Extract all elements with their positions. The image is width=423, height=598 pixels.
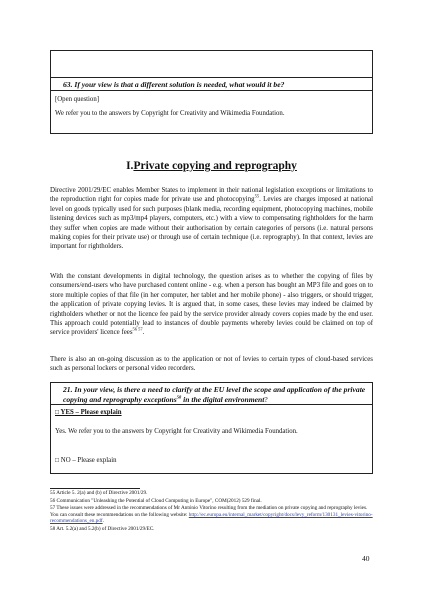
footnote-ref-55[interactable]: 55 bbox=[254, 194, 260, 200]
yes-checkbox-label[interactable]: □ YES – Please explain bbox=[55, 409, 122, 416]
paragraph-2 bbox=[50, 272, 373, 338]
q63-question-box bbox=[50, 77, 373, 91]
paragraph-3 bbox=[50, 355, 373, 374]
footnote-58: 58 Art. 5.2(a) and 5.2(b) of Directive 2001/29/EC. bbox=[50, 525, 155, 532]
paragraph-1-text-a: Directive 2001/29/EC enables Member States to implement in their national legislation exceptions or limitations to the reproduction right for copies made for private use and photocopying bbox=[50, 187, 373, 204]
footnotes bbox=[50, 490, 373, 533]
section-title: Private copying and reprography bbox=[133, 160, 297, 172]
footnote-57-link[interactable]: http://ec.europa.eu/internal_market/copyright/docs/levy_reform/130131_levies-vitorino-recommendations_en.pdf bbox=[50, 511, 373, 525]
q63-answer-box[interactable] bbox=[50, 90, 373, 134]
q21-question-b: in the digital environment bbox=[181, 395, 265, 404]
no-checkbox-label[interactable]: □ NO – Please explain bbox=[55, 457, 117, 464]
footnote-ref-58[interactable]: 58 bbox=[176, 394, 182, 400]
q63-empty-area bbox=[50, 50, 373, 78]
footnote-separator bbox=[50, 488, 140, 489]
footnote-ref-56-57[interactable]: 56 57 bbox=[132, 327, 143, 333]
q21-question-end: ? bbox=[264, 395, 268, 404]
footnote-57-end: . bbox=[102, 518, 104, 525]
paragraph-3-text: There is also an on-going discussion as to the application or not of levies to certain types of cloud-based services such as personal lockers or personal video recorders. bbox=[50, 356, 373, 373]
section-heading bbox=[0, 160, 423, 172]
q63-tag: [Open question] bbox=[55, 96, 99, 103]
q21-answer: Yes. We refer you to the answers by Copyright for Creativity and Wikimedia Foundation. bbox=[55, 428, 298, 435]
footnote-57 bbox=[50, 505, 373, 525]
section-number: I. bbox=[126, 160, 134, 172]
paragraph-2-text-a: With the constant developments in digital technology, the question arises as to whether the copying of files by consumers/end-users who have purchased content online - e.g. when a person has bought an MP3 file and goes on to store multiple copies of that file (in her computer, her tablet and her mobile phone) - also triggers, or should trigger, the application of private copying levies. It is argued that, in some cases, these levies may indeed be claimed by rightholders whether or not the licence fee paid by the service provider already covers copies made by the end user. This approach could potentially lead to instances of double payments whereby levies could be claimed on top of service providers' licence fees bbox=[50, 273, 373, 337]
footnote-55: 55 Article 5. 2(a) and (b) of Directive 2001/29. bbox=[50, 490, 148, 496]
q63-answer: We refer you to the answers by Copyright for Creativity and Wikimedia Foundation. bbox=[55, 110, 285, 117]
q63-question: 63. If your view is that a different solution is needed, what would it be? bbox=[63, 80, 285, 89]
paragraph-1-text-b: . Levies are charges imposed at national level on goods typically used for such purposes (blank media, recording equipment, photocopying machines, mobile listening devices such as mp3/mp4 players, computers, etc.) with a view to compensating rightholders for the harm they suffer when copies are made without their authorisation by certain categories of persons (i.e. natural persons making copies for their private use) or through use of certain technique (i.e. reprography). In that context, levies are important for rightholders. bbox=[50, 196, 373, 251]
paragraph-2-text-b: . bbox=[142, 329, 145, 337]
footnote-56: 56 Communication "Unleashing the Potential of Cloud Computing in Europe", COM(2012) 529 final. bbox=[50, 497, 262, 504]
page-number: 40 bbox=[362, 554, 370, 563]
paragraph-1 bbox=[50, 186, 373, 252]
footnote-57-text: 57 These issues were addressed in the recommendations of Mr António Vitorino resulting from the mediation on private copying and reprography levies. You can consult these recommendations on the following website: bbox=[50, 505, 368, 518]
q21-answer-box[interactable] bbox=[50, 404, 373, 474]
q21-question-a: 21. In your view, is there a need to clarify at the EU level the scope and application of the private copying and reprography exceptions bbox=[63, 385, 366, 404]
q21-question-box bbox=[50, 382, 373, 405]
